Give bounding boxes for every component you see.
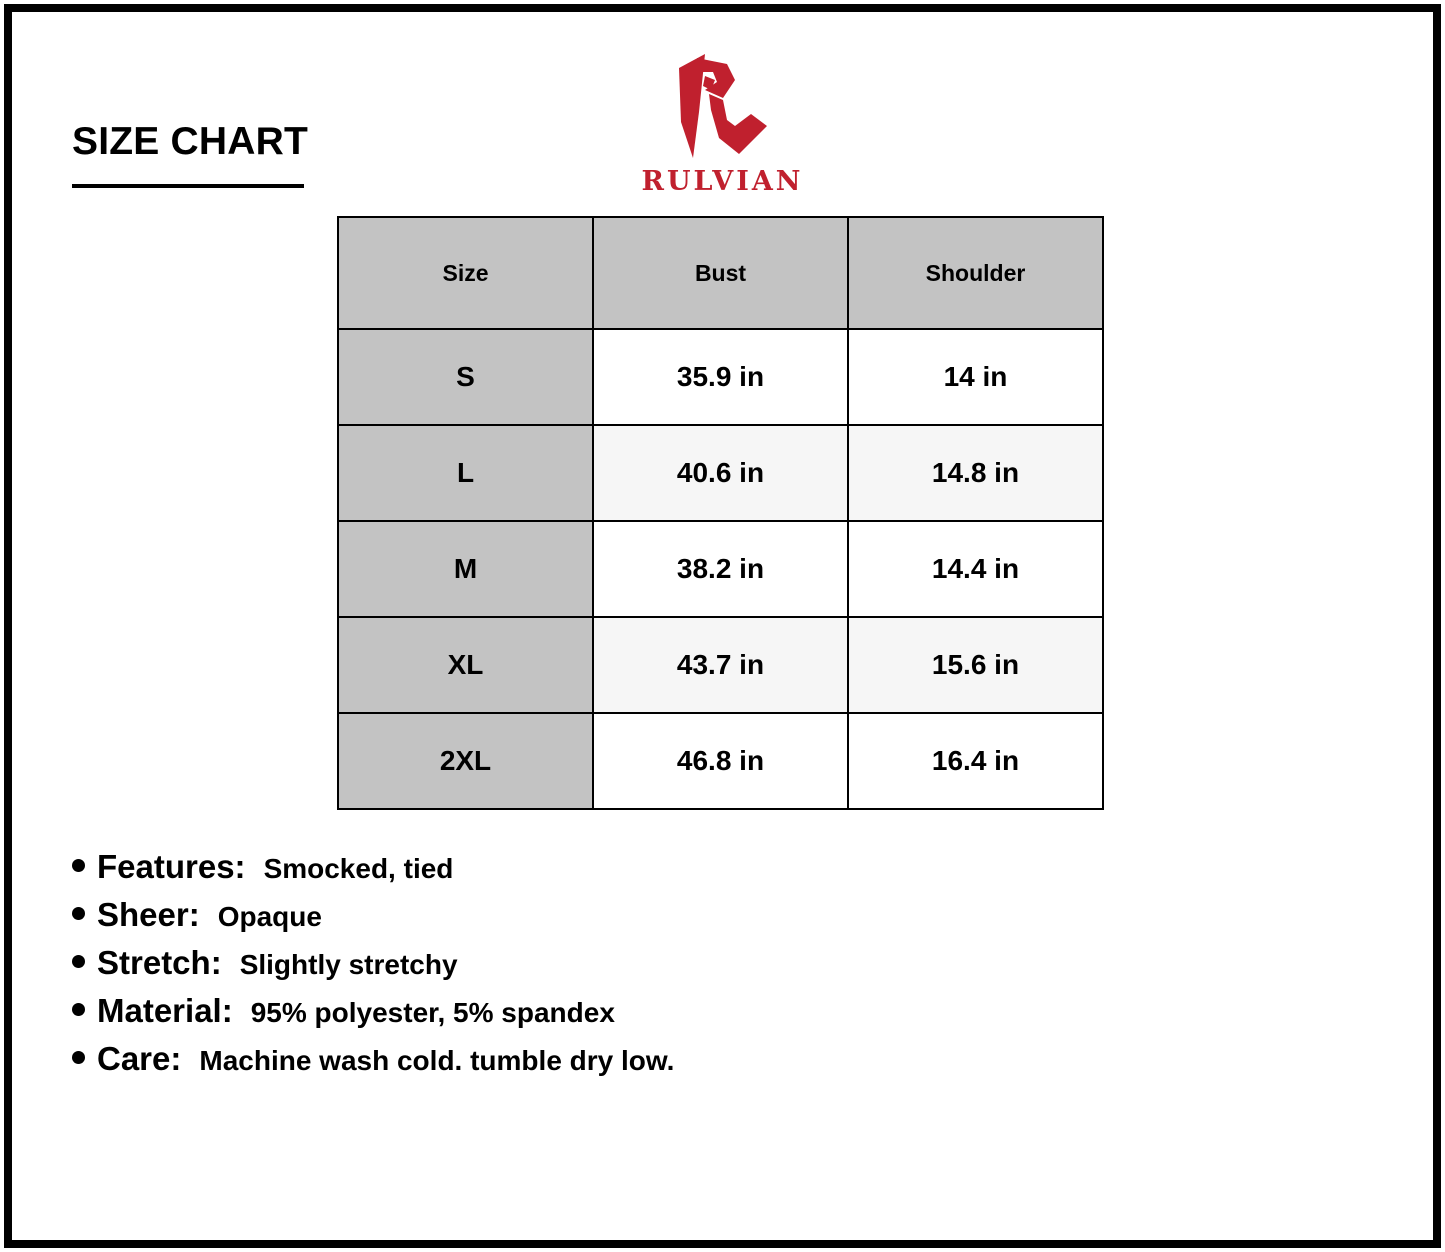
bust-cell: 35.9 in — [593, 329, 848, 425]
table-row — [338, 713, 1103, 809]
title-underline — [72, 184, 304, 188]
table-row — [338, 617, 1103, 713]
feature-label: Stretch: — [97, 944, 222, 981]
bust-cell: 43.7 in — [593, 617, 848, 713]
shoulder-cell: 14.4 in — [848, 521, 1103, 617]
brand-name: RULVIAN — [641, 166, 804, 197]
list-item — [72, 848, 674, 896]
bust-cell: 38.2 in — [593, 521, 848, 617]
list-item — [72, 992, 674, 1040]
bullet-icon — [72, 1003, 85, 1016]
table-header-row — [338, 217, 1103, 329]
brand-logo — [620, 50, 825, 200]
size-cell: M — [338, 521, 593, 617]
header-shoulder: Shoulder — [848, 217, 1103, 329]
shoulder-cell: 15.6 in — [848, 617, 1103, 713]
bullet-icon — [72, 1051, 85, 1064]
feature-label: Features: — [97, 848, 246, 885]
shoulder-cell: 14.8 in — [848, 425, 1103, 521]
header-bust: Bust — [593, 217, 848, 329]
size-cell: L — [338, 425, 593, 521]
header-size: Size — [338, 217, 593, 329]
feature-label: Care: — [97, 1040, 182, 1077]
bullet-icon — [72, 859, 85, 872]
shoulder-cell: 14 in — [848, 329, 1103, 425]
table-row — [338, 329, 1103, 425]
feature-list — [72, 848, 674, 1088]
bust-cell: 40.6 in — [593, 425, 848, 521]
size-cell: S — [338, 329, 593, 425]
list-item — [72, 1040, 674, 1088]
feature-value: Opaque — [217, 901, 322, 932]
bust-cell: 46.8 in — [593, 713, 848, 809]
size-cell: 2XL — [338, 713, 593, 809]
feature-value: Smocked, tied — [263, 853, 454, 884]
stylized-r-logo-icon — [675, 50, 770, 162]
table-row — [338, 425, 1103, 521]
list-item — [72, 944, 674, 992]
feature-label: Sheer: — [97, 896, 200, 933]
feature-value: 95% polyester, 5% spandex — [250, 997, 615, 1028]
shoulder-cell: 16.4 in — [848, 713, 1103, 809]
size-cell: XL — [338, 617, 593, 713]
list-item — [72, 896, 674, 944]
feature-label: Material: — [97, 992, 233, 1029]
feature-value: Machine wash cold. tumble dry low. — [199, 1045, 675, 1076]
page-title: SIZE CHART — [72, 120, 308, 163]
size-chart-table — [337, 216, 1104, 810]
bullet-icon — [72, 955, 85, 968]
feature-value: Slightly stretchy — [239, 949, 458, 980]
bullet-icon — [72, 907, 85, 920]
table-row — [338, 521, 1103, 617]
